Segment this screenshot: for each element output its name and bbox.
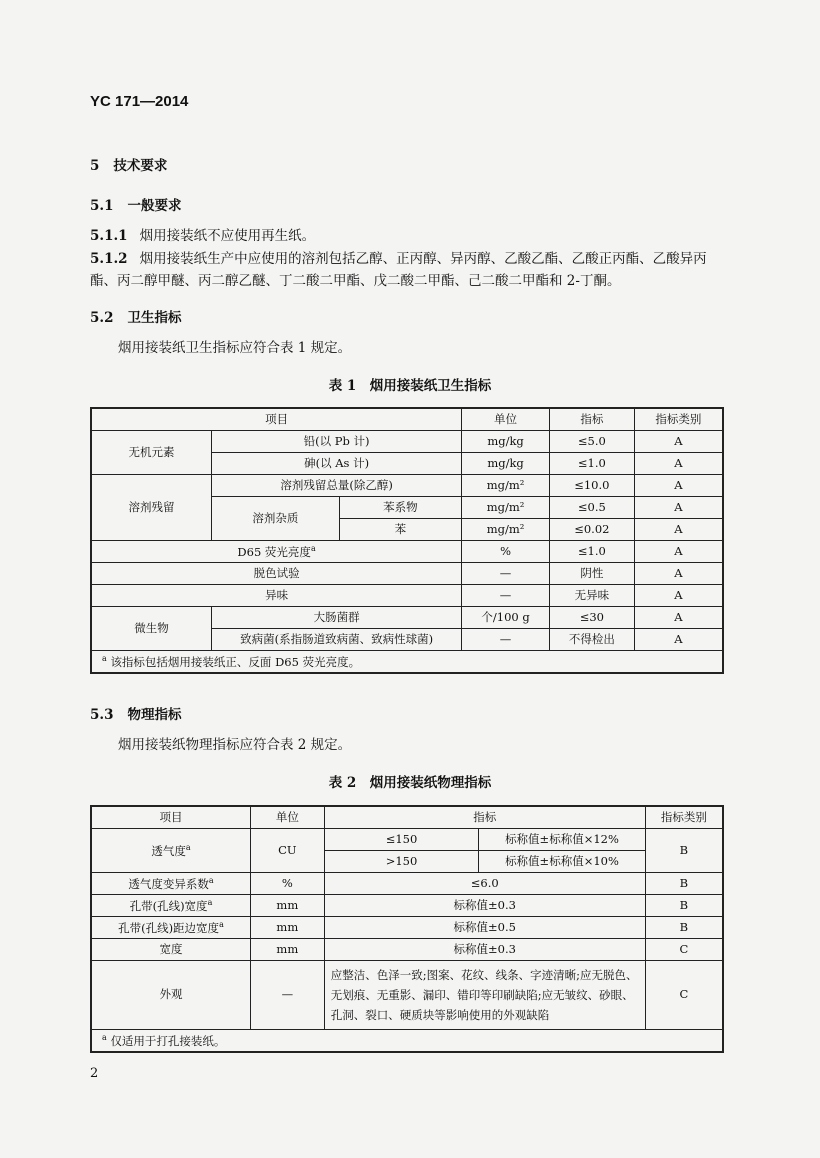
footnote-marker: a	[102, 1032, 107, 1042]
value-cell: 标称值±0.3	[324, 895, 645, 917]
footnote-marker: a	[102, 653, 107, 663]
table-row	[91, 829, 723, 851]
item-name-text: 孔带(孔线)宽度	[129, 898, 208, 913]
item-name	[91, 895, 250, 917]
category-cell: A	[634, 475, 723, 497]
unit-cell: —	[462, 585, 550, 607]
section-number: 5.3	[90, 707, 114, 723]
footnote-marker: a	[208, 875, 214, 885]
table-row	[91, 563, 723, 585]
unit-cell: %	[250, 873, 324, 895]
table-row	[91, 607, 723, 629]
footnote-text: 该指标包括烟用接装纸正、反面 D65 荧光亮度。	[110, 654, 361, 669]
unit-cell: 个/100 g	[462, 607, 550, 629]
section-title: 技术要求	[113, 158, 168, 174]
header-index: 指标	[549, 408, 634, 431]
unit-cell: —	[250, 961, 324, 1030]
value-cell	[324, 961, 645, 1030]
table-1	[90, 407, 724, 674]
item-name: 砷(以 As 计)	[212, 453, 462, 475]
unit-cell: mm	[250, 895, 324, 917]
value-cell: ≤1.0	[549, 541, 634, 563]
header-unit: 单位	[462, 408, 550, 431]
unit-cell: mg/kg	[462, 453, 550, 475]
clause-5-1-2	[90, 248, 730, 292]
unit-cell: CU	[250, 829, 324, 873]
category-cell: A	[634, 519, 723, 541]
value-cell: ≤6.0	[324, 873, 645, 895]
category-cell: B	[645, 873, 723, 895]
category-cell: A	[634, 453, 723, 475]
item-name: 苯	[339, 519, 462, 541]
item-name: 铅(以 Pb 计)	[212, 431, 462, 453]
value-cell: ≤1.0	[549, 453, 634, 475]
table-2-caption: 表 2 烟用接装纸物理指标	[328, 775, 492, 791]
category-cell: B	[645, 917, 723, 939]
clause-line: 酯、丙二醇甲醚、丙二醇乙醚、丁二酸二甲酯、戊二酸二甲酯、己二酸二甲酯和 2-丁酮。	[90, 273, 621, 289]
category-cell: A	[634, 431, 723, 453]
value-cell: 标称值±标称值×12%	[479, 829, 645, 851]
value-cell: 不得检出	[549, 629, 634, 651]
clause-5-1-1	[90, 225, 315, 247]
clause-text: 烟用接装纸不应使用再生纸。	[139, 228, 316, 244]
item-name: 外观	[91, 961, 250, 1030]
subgroup-label: 溶剂杂质	[212, 497, 340, 541]
item-name	[91, 873, 250, 895]
section-title: 一般要求	[127, 198, 182, 214]
condition-cell: ≤150	[324, 829, 479, 851]
group-label: 微生物	[91, 607, 212, 651]
section-title: 卫生指标	[127, 310, 182, 326]
value-line: 孔洞、裂口、硬质块等影响使用的外观缺陷	[330, 1008, 550, 1022]
section-number: 5	[90, 158, 100, 174]
header-category: 指标类别	[645, 806, 723, 829]
item-name: 宽度	[91, 939, 250, 961]
item-name: 异味	[91, 585, 462, 607]
header-unit: 单位	[250, 806, 324, 829]
item-name	[91, 829, 250, 873]
category-cell: C	[645, 961, 723, 1030]
category-cell: B	[645, 829, 723, 873]
category-cell: A	[634, 563, 723, 585]
value-cell: ≤10.0	[549, 475, 634, 497]
condition-cell: >150	[324, 851, 479, 873]
table-row	[91, 475, 723, 497]
value-cell: 无异味	[549, 585, 634, 607]
table-footnote	[91, 651, 723, 674]
unit-cell: %	[462, 541, 550, 563]
value-cell: ≤5.0	[549, 431, 634, 453]
clause-line: 烟用接装纸生产中应使用的溶剂包括乙醇、正丙醇、异丙醇、乙酸乙酯、乙酸正丙酯、乙酸异丙	[139, 251, 707, 267]
item-name-text: 透气度变异系数	[128, 876, 209, 891]
item-name-text: 透气度	[151, 843, 186, 858]
group-label: 无机元素	[91, 431, 212, 475]
clause-number: 5.1.1	[90, 228, 128, 244]
unit-cell: mg/m²	[462, 497, 550, 519]
section-5-3-heading	[90, 703, 182, 723]
category-cell: A	[634, 541, 723, 563]
unit-cell: —	[462, 629, 550, 651]
category-cell: C	[645, 939, 723, 961]
table-row	[91, 541, 723, 563]
value-cell: 标称值±0.3	[324, 939, 645, 961]
section-5-1-heading	[90, 194, 182, 214]
table-2	[90, 805, 724, 1053]
section-title: 物理指标	[127, 707, 182, 723]
category-cell: A	[634, 497, 723, 519]
section-5-heading	[90, 154, 167, 174]
document-code: YC 171—2014	[90, 93, 189, 110]
section-5-2-heading	[90, 306, 182, 326]
table-footnote-row	[91, 651, 723, 674]
table-header-row	[91, 408, 723, 431]
unit-cell: mm	[250, 917, 324, 939]
unit-cell: mg/m²	[462, 519, 550, 541]
footnote-marker: a	[219, 919, 224, 929]
item-name: 苯系物	[339, 497, 462, 519]
table-row	[91, 873, 723, 895]
item-name: 脱色试验	[91, 563, 462, 585]
footnote-marker: a	[185, 842, 191, 852]
item-name: 溶剂残留总量(除乙醇)	[212, 475, 462, 497]
footnote-marker: a	[207, 897, 213, 907]
header-category: 指标类别	[634, 408, 723, 431]
category-cell: B	[645, 895, 723, 917]
value-cell: ≤0.02	[549, 519, 634, 541]
category-cell: A	[634, 607, 723, 629]
item-name-text: D65 荧光亮度	[237, 544, 311, 559]
table-row	[91, 585, 723, 607]
value-line: 无划痕、无重影、漏印、错印等印刷缺陷;应无皱纹、砂眼、	[330, 988, 634, 1002]
value-line: 应整洁、色泽一致;图案、花纹、线条、字迹清晰;应无脱色、	[330, 968, 638, 982]
table-footnote-row	[91, 1030, 723, 1053]
table-1-caption: 表 1 烟用接装纸卫生指标	[328, 378, 492, 394]
table-row	[91, 431, 723, 453]
group-label: 溶剂残留	[91, 475, 212, 541]
value-cell: 标称值±标称值×10%	[479, 851, 645, 873]
item-name: 大肠菌群	[212, 607, 462, 629]
footnote-marker: a	[310, 543, 316, 553]
item-name	[91, 917, 250, 939]
clause-number: 5.1.2	[90, 251, 128, 267]
section-5-3-text: 烟用接装纸物理指标应符合表 2 规定。	[118, 737, 352, 753]
item-name-text: 孔带(孔线)距边宽度	[118, 920, 220, 935]
footnote-text: 仅适用于打孔接装纸。	[110, 1033, 226, 1048]
table-row	[91, 961, 723, 1030]
unit-cell: mg/kg	[462, 431, 550, 453]
header-item: 项目	[91, 806, 250, 829]
header-index: 指标	[324, 806, 645, 829]
category-cell: A	[634, 585, 723, 607]
section-5-2-text: 烟用接装纸卫生指标应符合表 1 规定。	[118, 340, 352, 356]
value-cell: 阴性	[549, 563, 634, 585]
section-number: 5.1	[90, 198, 114, 214]
table-footnote	[91, 1030, 723, 1053]
table-row	[91, 895, 723, 917]
category-cell: A	[634, 629, 723, 651]
value-cell: 标称值±0.5	[324, 917, 645, 939]
table-header-row	[91, 806, 723, 829]
item-name	[91, 541, 462, 563]
item-name: 致病菌(系指肠道致病菌、致病性球菌)	[212, 629, 462, 651]
unit-cell: —	[462, 563, 550, 585]
value-cell: ≤30	[549, 607, 634, 629]
table-row	[91, 939, 723, 961]
value-cell: ≤0.5	[549, 497, 634, 519]
unit-cell: mg/m²	[462, 475, 550, 497]
unit-cell: mm	[250, 939, 324, 961]
header-item: 项目	[91, 408, 462, 431]
section-number: 5.2	[90, 310, 114, 326]
page-number: 2	[90, 1066, 99, 1081]
table-row	[91, 917, 723, 939]
